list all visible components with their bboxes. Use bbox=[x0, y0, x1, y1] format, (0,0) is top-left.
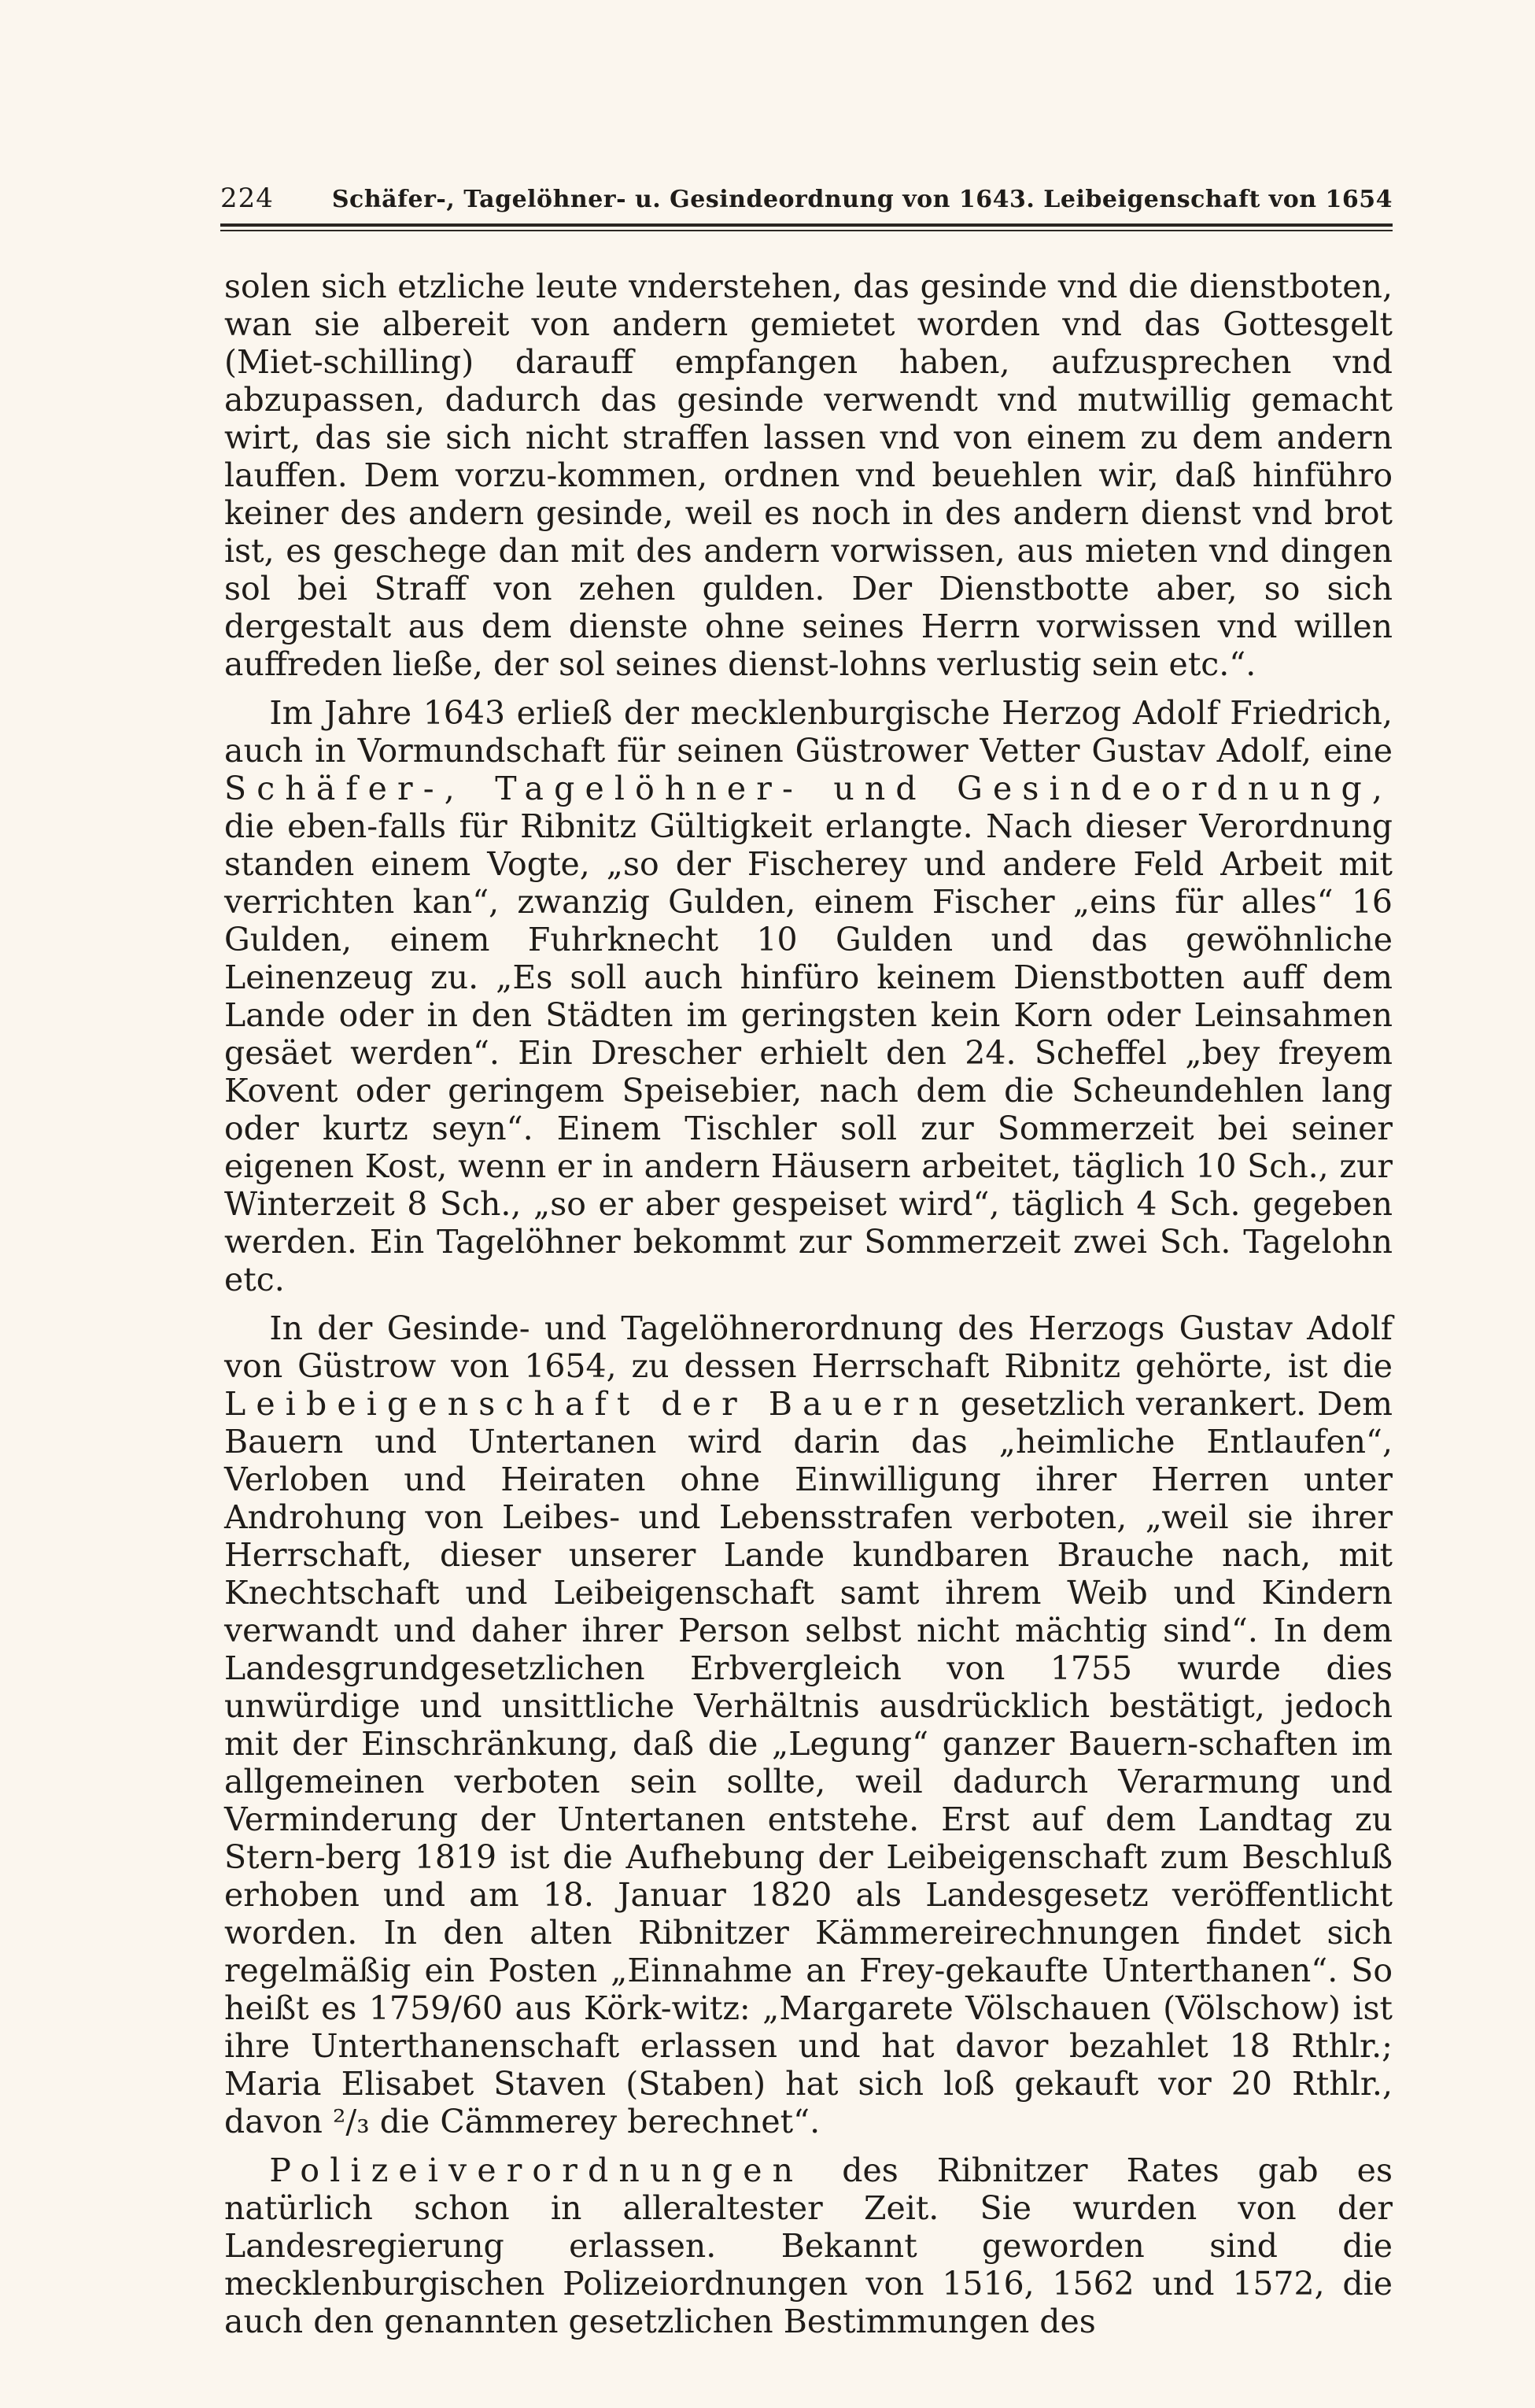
header-rule-thin bbox=[220, 230, 1393, 231]
paragraph bbox=[224, 1309, 1393, 2140]
paragraph-text: gesetzlich verankert. Dem Bauern und Untertanen wird darin das „heimliche Entlaufen“, Verloben und Heiraten ohne Einwilligung ihrer Herren unter Androhung von Leibes- und Lebensstrafen verboten, „weil sie ihrer Herrschaft, dieser unserer Lande kundbaren Brauche nach, mit Knechtschaft und Leibeigenschaft samt ihrem Weib und Kindern verwandt und daher ihrer Person selbst nicht mächtig sind“. In dem Landesgrundgesetzlichen Erbvergleich von 1755 wurde dies unwürdige und unsittliche Verhältnis ausdrücklich bestätigt, jedoch mit der Einschränkung, daß die „Legung“ ganzer Bauern-schaften im allgemeinen verboten sein sollte, weil dadurch Verarmung und Verminderung der Untertanen entstehe. Erst auf dem Landtag zu Stern-berg 1819 ist die Aufhebung der Leibeigenschaft zum Beschluß erhoben und am 18. Januar 1820 als Landesgesetz veröffentlicht worden. In den alten Ribnitzer Kämmereirechnungen findet sich regelmäßig ein Posten „Einnahme an Frey-gekaufte Unterthanen“. So heißt es 1759/60 aus Körk-witz: „Margarete Völschauen (Völschow) ist ihre Unterthanenschaft erlassen und hat davor bezahlet 18 Rthlr.; Maria Elisabet Staven (Staben) hat sich loß gekauft vor 20 Rthlr., davon ²/₃ die Cämmerey berechnet“. bbox=[224, 1385, 1393, 2140]
paragraph-text: Im Jahre 1643 erließ der mecklenburgische Herzog Adolf Friedrich, auch in Vormundschaft für seinen Güstrower Vetter Gustav Adolf, eine bbox=[224, 694, 1393, 770]
page-number: 224 bbox=[220, 183, 274, 214]
spaced-emphasis: Leibeigenschaft der Bauern bbox=[224, 1385, 950, 1423]
paragraph-text: des Ribnitzer Rates gab es natürlich schon in alleraltester Zeit. Sie wurden von der Landesregierung erlassen. Bekannt geworden sind die mecklenburgischen Polizeiordnungen von 1516, 1562 und 1572, die auch den genannten gesetzlichen Bestimmungen des bbox=[224, 2151, 1393, 2340]
paragraph bbox=[224, 2151, 1393, 2340]
paragraph-text: die eben-falls für Ribnitz Gültigkeit erlangte. Nach dieser Verordnung standen einem Vogte, „so der Fischerey und andere Feld Arbeit mit verrichten kan“, zwanzig Gulden, einem Fischer „eins für alles“ 16 Gulden, einem Fuhrknecht 10 Gulden und das gewöhnliche Leinenzeug zu. „Es soll auch hinfüro keinem Dienstbotten auff dem Lande oder in den Städten im geringsten kein Korn oder Leinsahmen gesäet werden“. Ein Drescher erhielt den 24. Scheffel „bey freyem Kovent oder geringem Speisebier, nach dem die Scheundehlen lang oder kurtz seyn“. Einem Tischler soll zur Sommerzeit bei seiner eigenen Kost, wenn er in andern Häusern arbeitet, täglich 10 Sch., zur Winterzeit 8 Sch., „so er aber gespeiset wird“, täglich 4 Sch. gegeben werden. Ein Tagelöhner bekommt zur Sommerzeit zwei Sch. Tagelohn etc. bbox=[224, 807, 1393, 1298]
spaced-emphasis: Polizeiverordnungen bbox=[269, 2151, 804, 2189]
spaced-emphasis: Schäfer-, Tagelöhner- und Gesindeordnung, bbox=[224, 770, 1393, 807]
header-rule-thick bbox=[220, 223, 1393, 227]
paragraph-text: solen sich etzliche leute vnderstehen, das gesinde vnd die dienstboten, wan sie albereit von andern gemietet worden vnd das Gottesgelt (Miet-schilling) darauff empfangen haben, aufzusprechen vnd abzupassen, dadurch das gesinde verwendt vnd mutwillig gemacht wirt, das sie sich nicht straffen lassen vnd von einem zu dem andern lauffen. Dem vorzu-kommen, ordnen vnd beuehlen wir, daß hinführo keiner des andern gesinde, weil es noch in des andern dienst vnd brot ist, es geschege dan mit des andern vorwissen, aus mieten vnd dingen sol bei Straff von zehen gulden. Der Dienstbotte aber, so sich dergestalt aus dem dienste ohne seines Herrn vorwissen vnd willen auffreden ließe, der sol seines dienst-lohns verlustig sein etc.“. bbox=[224, 268, 1393, 683]
header-title: Schäfer-, Tagelöhner- u. Gesindeordnung von 1643. Leibeigenschaft von 1654 bbox=[331, 186, 1393, 213]
paragraph bbox=[224, 694, 1393, 1298]
body-text bbox=[224, 268, 1393, 2340]
running-header bbox=[220, 183, 1393, 214]
paragraph bbox=[224, 268, 1393, 683]
paragraph-text: In der Gesinde- und Tagelöhnerordnung des Herzogs Gustav Adolf von Güstrow von 1654, zu dessen Herrschaft Ribnitz gehörte, ist die bbox=[224, 1309, 1393, 1385]
